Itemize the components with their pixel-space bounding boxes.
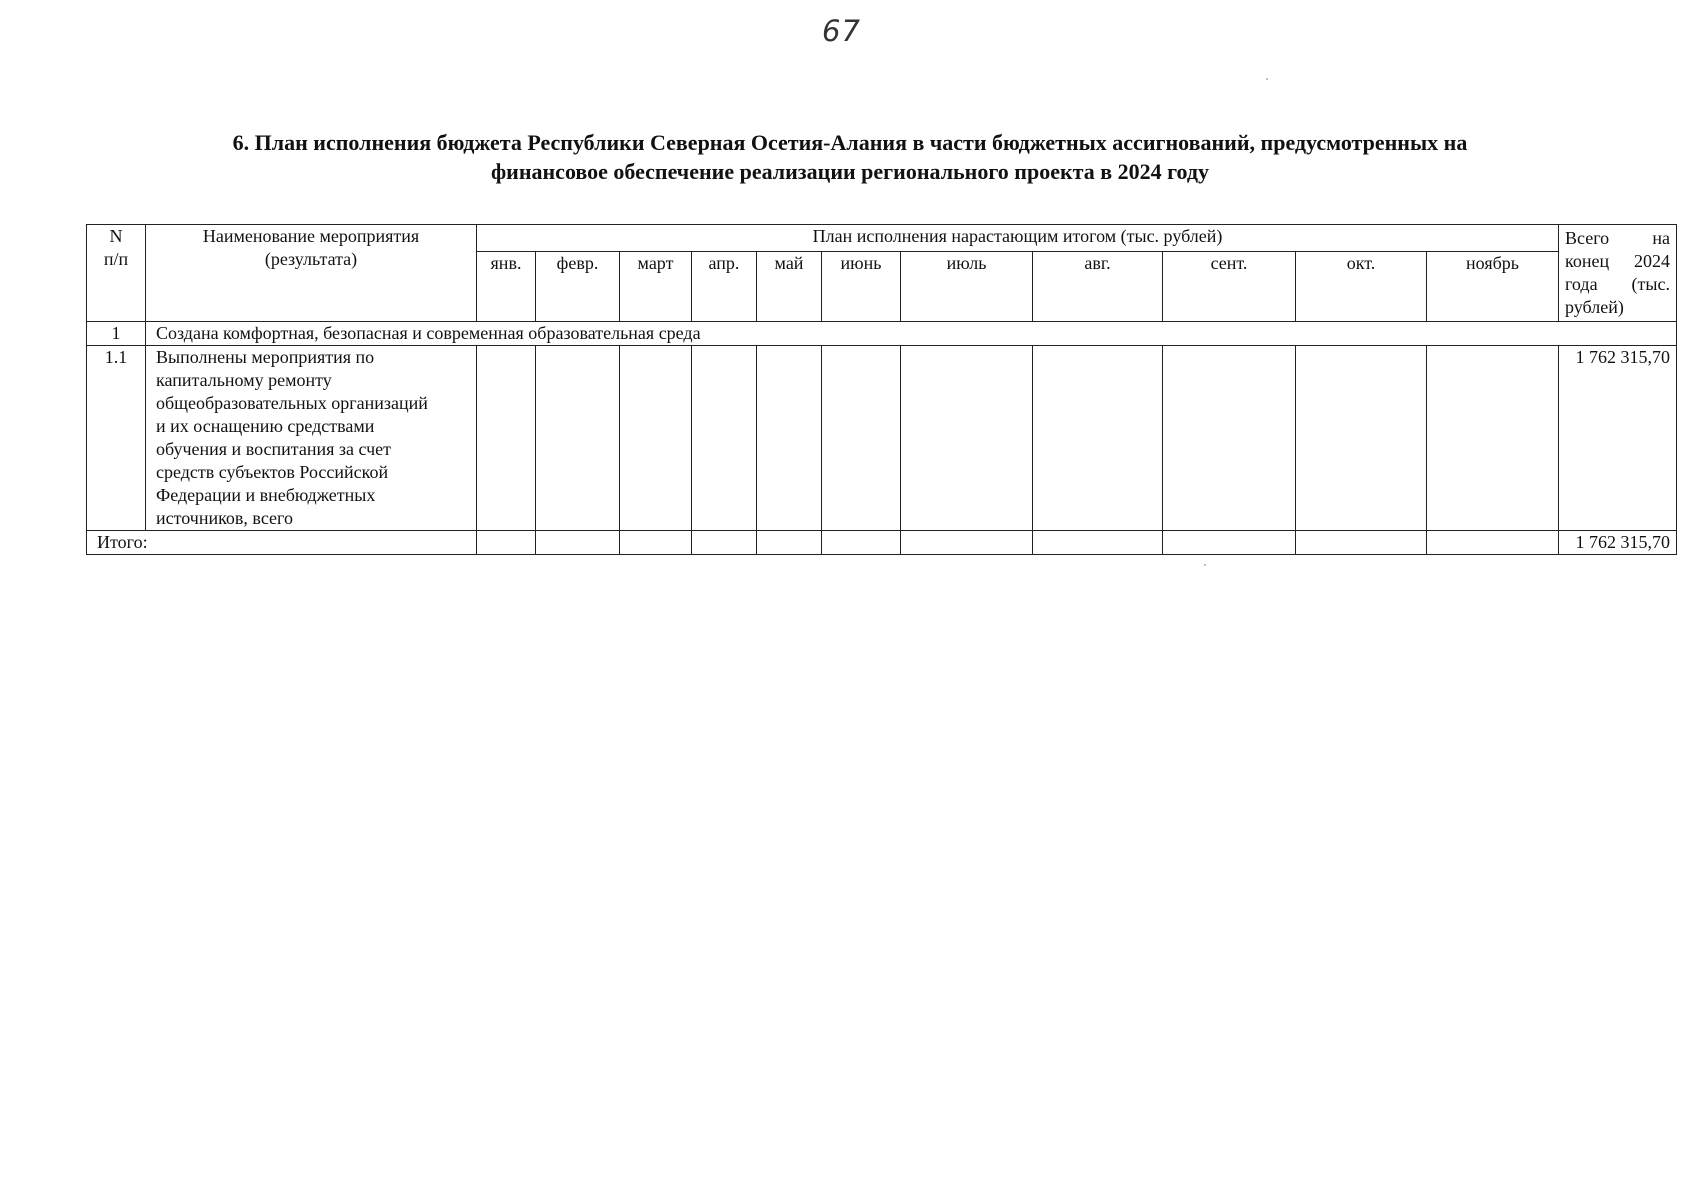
row-month-value — [1427, 346, 1559, 531]
row-name — [146, 346, 477, 531]
header-total-line-3 — [1565, 273, 1670, 296]
header-total-word: (тыс. — [1631, 274, 1670, 294]
header-month-nov: ноябрь — [1427, 252, 1559, 322]
header-month-sep: сент. — [1163, 252, 1296, 322]
header-plan-group: План исполнения нарастающим итогом (тыс. рублей) — [477, 225, 1559, 252]
header-name-line-1: Наименование мероприятия — [202, 226, 420, 246]
row-name-line: общеобразовательных организаций — [156, 393, 428, 413]
row-name-line: капитальному ремонту — [156, 370, 332, 390]
document-title-line-2: финансовое обеспечение реализации регионального проекта в 2024 году — [490, 159, 1210, 184]
row-name-line: Федерации и внебюджетных — [156, 485, 376, 505]
table-row — [87, 346, 1677, 531]
header-number-line-2: п/п — [103, 249, 129, 269]
row-total: 1 762 315,70 — [1559, 346, 1677, 531]
row-name-line: и их оснащению средствами — [156, 416, 375, 436]
row-name-line: средств субъектов Российской — [156, 462, 389, 482]
header-total-word: конец — [1565, 251, 1610, 271]
header-month-apr: апр. — [692, 252, 757, 322]
footer-empty-cell — [477, 531, 536, 555]
footer-empty-cell — [620, 531, 692, 555]
page-number: 67 — [822, 14, 861, 48]
footer-empty-cell — [692, 531, 757, 555]
row-month-value — [1296, 346, 1427, 531]
footer-empty-cell — [536, 531, 620, 555]
header-month-jan: янв. — [477, 252, 536, 322]
footer-empty-cell — [1033, 531, 1163, 555]
header-total-line-1 — [1565, 227, 1670, 250]
header-name-cell — [146, 225, 477, 322]
table-header-row-1 — [87, 225, 1677, 252]
row-month-value — [477, 346, 536, 531]
document-title-line-1: 6. План исполнения бюджета Республики Северная Осетия-Алания в части бюджетных ассигнований, предусмотренных на — [232, 130, 1468, 155]
row-name-line: обучения и воспитания за счет — [156, 439, 392, 459]
header-month-feb: февр. — [536, 252, 620, 322]
header-total-line-4: рублей) — [1565, 297, 1624, 317]
header-month-aug: авг. — [1033, 252, 1163, 322]
footer-empty-cell — [901, 531, 1033, 555]
header-total-line-2 — [1565, 250, 1670, 273]
header-month-oct: окт. — [1296, 252, 1427, 322]
budget-plan-table — [86, 224, 1677, 555]
footer-empty-cell — [1296, 531, 1427, 555]
row-name-line: источников, всего — [156, 508, 293, 528]
row-month-value — [536, 346, 620, 531]
footer-total: 1 762 315,70 — [1559, 531, 1677, 555]
row-month-value — [620, 346, 692, 531]
row-name-line: Выполнены мероприятия по — [156, 347, 375, 367]
row-month-value — [1163, 346, 1296, 531]
header-month-may: май — [757, 252, 822, 322]
header-month-jul: июль — [901, 252, 1033, 322]
header-number-line-1: N — [109, 226, 123, 246]
section-number: 1 — [87, 322, 146, 346]
table-footer-row — [87, 531, 1677, 555]
document-title — [120, 128, 1580, 186]
section-title: Создана комфортная, безопасная и современная образовательная среда — [146, 322, 1677, 346]
footer-label: Итого: — [87, 531, 477, 555]
header-number-cell — [87, 225, 146, 322]
footer-empty-cell — [822, 531, 901, 555]
footer-empty-cell — [1427, 531, 1559, 555]
row-month-value — [822, 346, 901, 531]
header-month-jun: июнь — [822, 252, 901, 322]
scan-speck — [1204, 564, 1206, 566]
header-total-cell — [1559, 225, 1677, 322]
header-name-line-2: (результата) — [264, 249, 358, 269]
header-total-word: Всего — [1565, 228, 1610, 248]
header-total-word: на — [1652, 228, 1670, 248]
footer-empty-cell — [1163, 531, 1296, 555]
section-row — [87, 322, 1677, 346]
header-total-word: 2024 — [1634, 251, 1670, 271]
footer-empty-cell — [757, 531, 822, 555]
row-month-value — [692, 346, 757, 531]
header-total-word: года — [1565, 274, 1598, 294]
row-month-value — [1033, 346, 1163, 531]
header-month-mar: март — [620, 252, 692, 322]
row-month-value — [757, 346, 822, 531]
row-number: 1.1 — [87, 346, 146, 531]
row-month-value — [901, 346, 1033, 531]
scan-speck — [1266, 78, 1268, 80]
